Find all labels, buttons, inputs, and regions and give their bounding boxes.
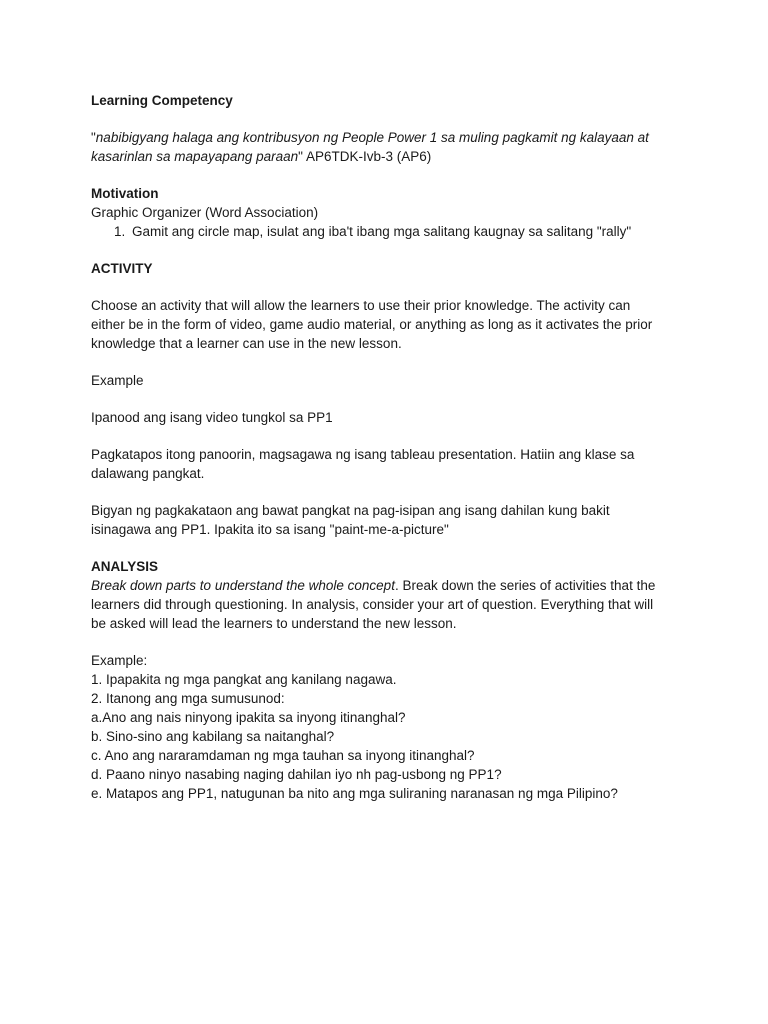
document-page <box>91 91 691 803</box>
activity-para-1-line-2: either be in the form of video, game audio material, or anything as long as it activates the prior <box>91 317 653 332</box>
activity-para-1-line-3: knowledge that a learner can use in the new lesson. <box>91 336 402 351</box>
list-text: Gamit ang circle map, isulat ang iba't ibang mga salitang kaugnay sa salitang "rally" <box>132 224 632 239</box>
analysis-item: b. Sino-sino ang kabilang sa naitanghal? <box>91 729 335 744</box>
activity-heading: ACTIVITY <box>91 261 153 276</box>
analysis-example-label: Example: <box>91 653 148 668</box>
analysis-italic-lead: Break down parts to understand the whole concept <box>91 578 395 593</box>
activity-example-line: Ipanood ang isang video tungkol sa PP1 <box>91 410 333 425</box>
learning-competency-heading: Learning Competency <box>91 93 233 108</box>
motivation-list-item <box>91 222 691 241</box>
analysis-line-2: learners did through questioning. In analysis, consider your art of question. Everything that will <box>91 597 654 612</box>
analysis-item: 2. Itanong ang mga sumusunod: <box>91 691 285 706</box>
analysis-item: d. Paano ninyo nasabing naging dahilan iyo nh pag-usbong ng PP1? <box>91 767 502 782</box>
analysis-line-1 <box>91 576 691 595</box>
activity-para-1-line-1: Choose an activity that will allow the learners to use their prior knowledge. The activity can <box>91 298 631 313</box>
competency-quote-line-1 <box>91 128 691 147</box>
competency-code: " AP6TDK-Ivb-3 (AP6) <box>298 149 432 164</box>
analysis-item: a.Ano ang nais ninyong ipakita sa inyong itinanghal? <box>91 710 406 725</box>
competency-quote-text-2: kasarinlan sa mapayapang paraan <box>91 149 299 164</box>
activity-para-2-line-1: Pagkatapos itong panoorin, magsagawa ng isang tableau presentation. Hatiin ang klase sa <box>91 447 635 462</box>
activity-example-label: Example <box>91 373 144 388</box>
motivation-subheading: Graphic Organizer (Word Association) <box>91 205 319 220</box>
analysis-item: 1. Ipapakita ng mga pangkat ang kanilang nagawa. <box>91 672 397 687</box>
analysis-item: e. Matapos ang PP1, natugunan ba nito ang mga suliraning naranasan ng mga Pilipino? <box>91 786 618 801</box>
list-number: 1. <box>114 224 126 239</box>
analysis-heading: ANALYSIS <box>91 559 159 574</box>
quote-open-mark: " <box>91 130 96 145</box>
competency-quote-text-1: nabibigyang halaga ang kontribusyon ng People Power 1 sa muling pagkamit ng kalayaan at <box>95 130 649 145</box>
motivation-heading: Motivation <box>91 186 159 201</box>
analysis-item: c. Ano ang nararamdaman ng mga tauhan sa inyong itinanghal? <box>91 748 475 763</box>
activity-para-2-line-2: dalawang pangkat. <box>91 466 205 481</box>
activity-para-3-line-1: Bigyan ng pagkakataon ang bawat pangkat na pag-isipan ang isang dahilan kung bakit <box>91 503 610 518</box>
competency-quote-line-2 <box>91 147 691 166</box>
activity-para-3-line-2: isinagawa ang PP1. Ipakita ito sa isang "paint-me-a-picture" <box>91 522 449 537</box>
analysis-line-1-rest: . Break down the series of activities that the <box>394 578 656 593</box>
analysis-line-3: be asked will lead the learners to understand the new lesson. <box>91 616 457 631</box>
